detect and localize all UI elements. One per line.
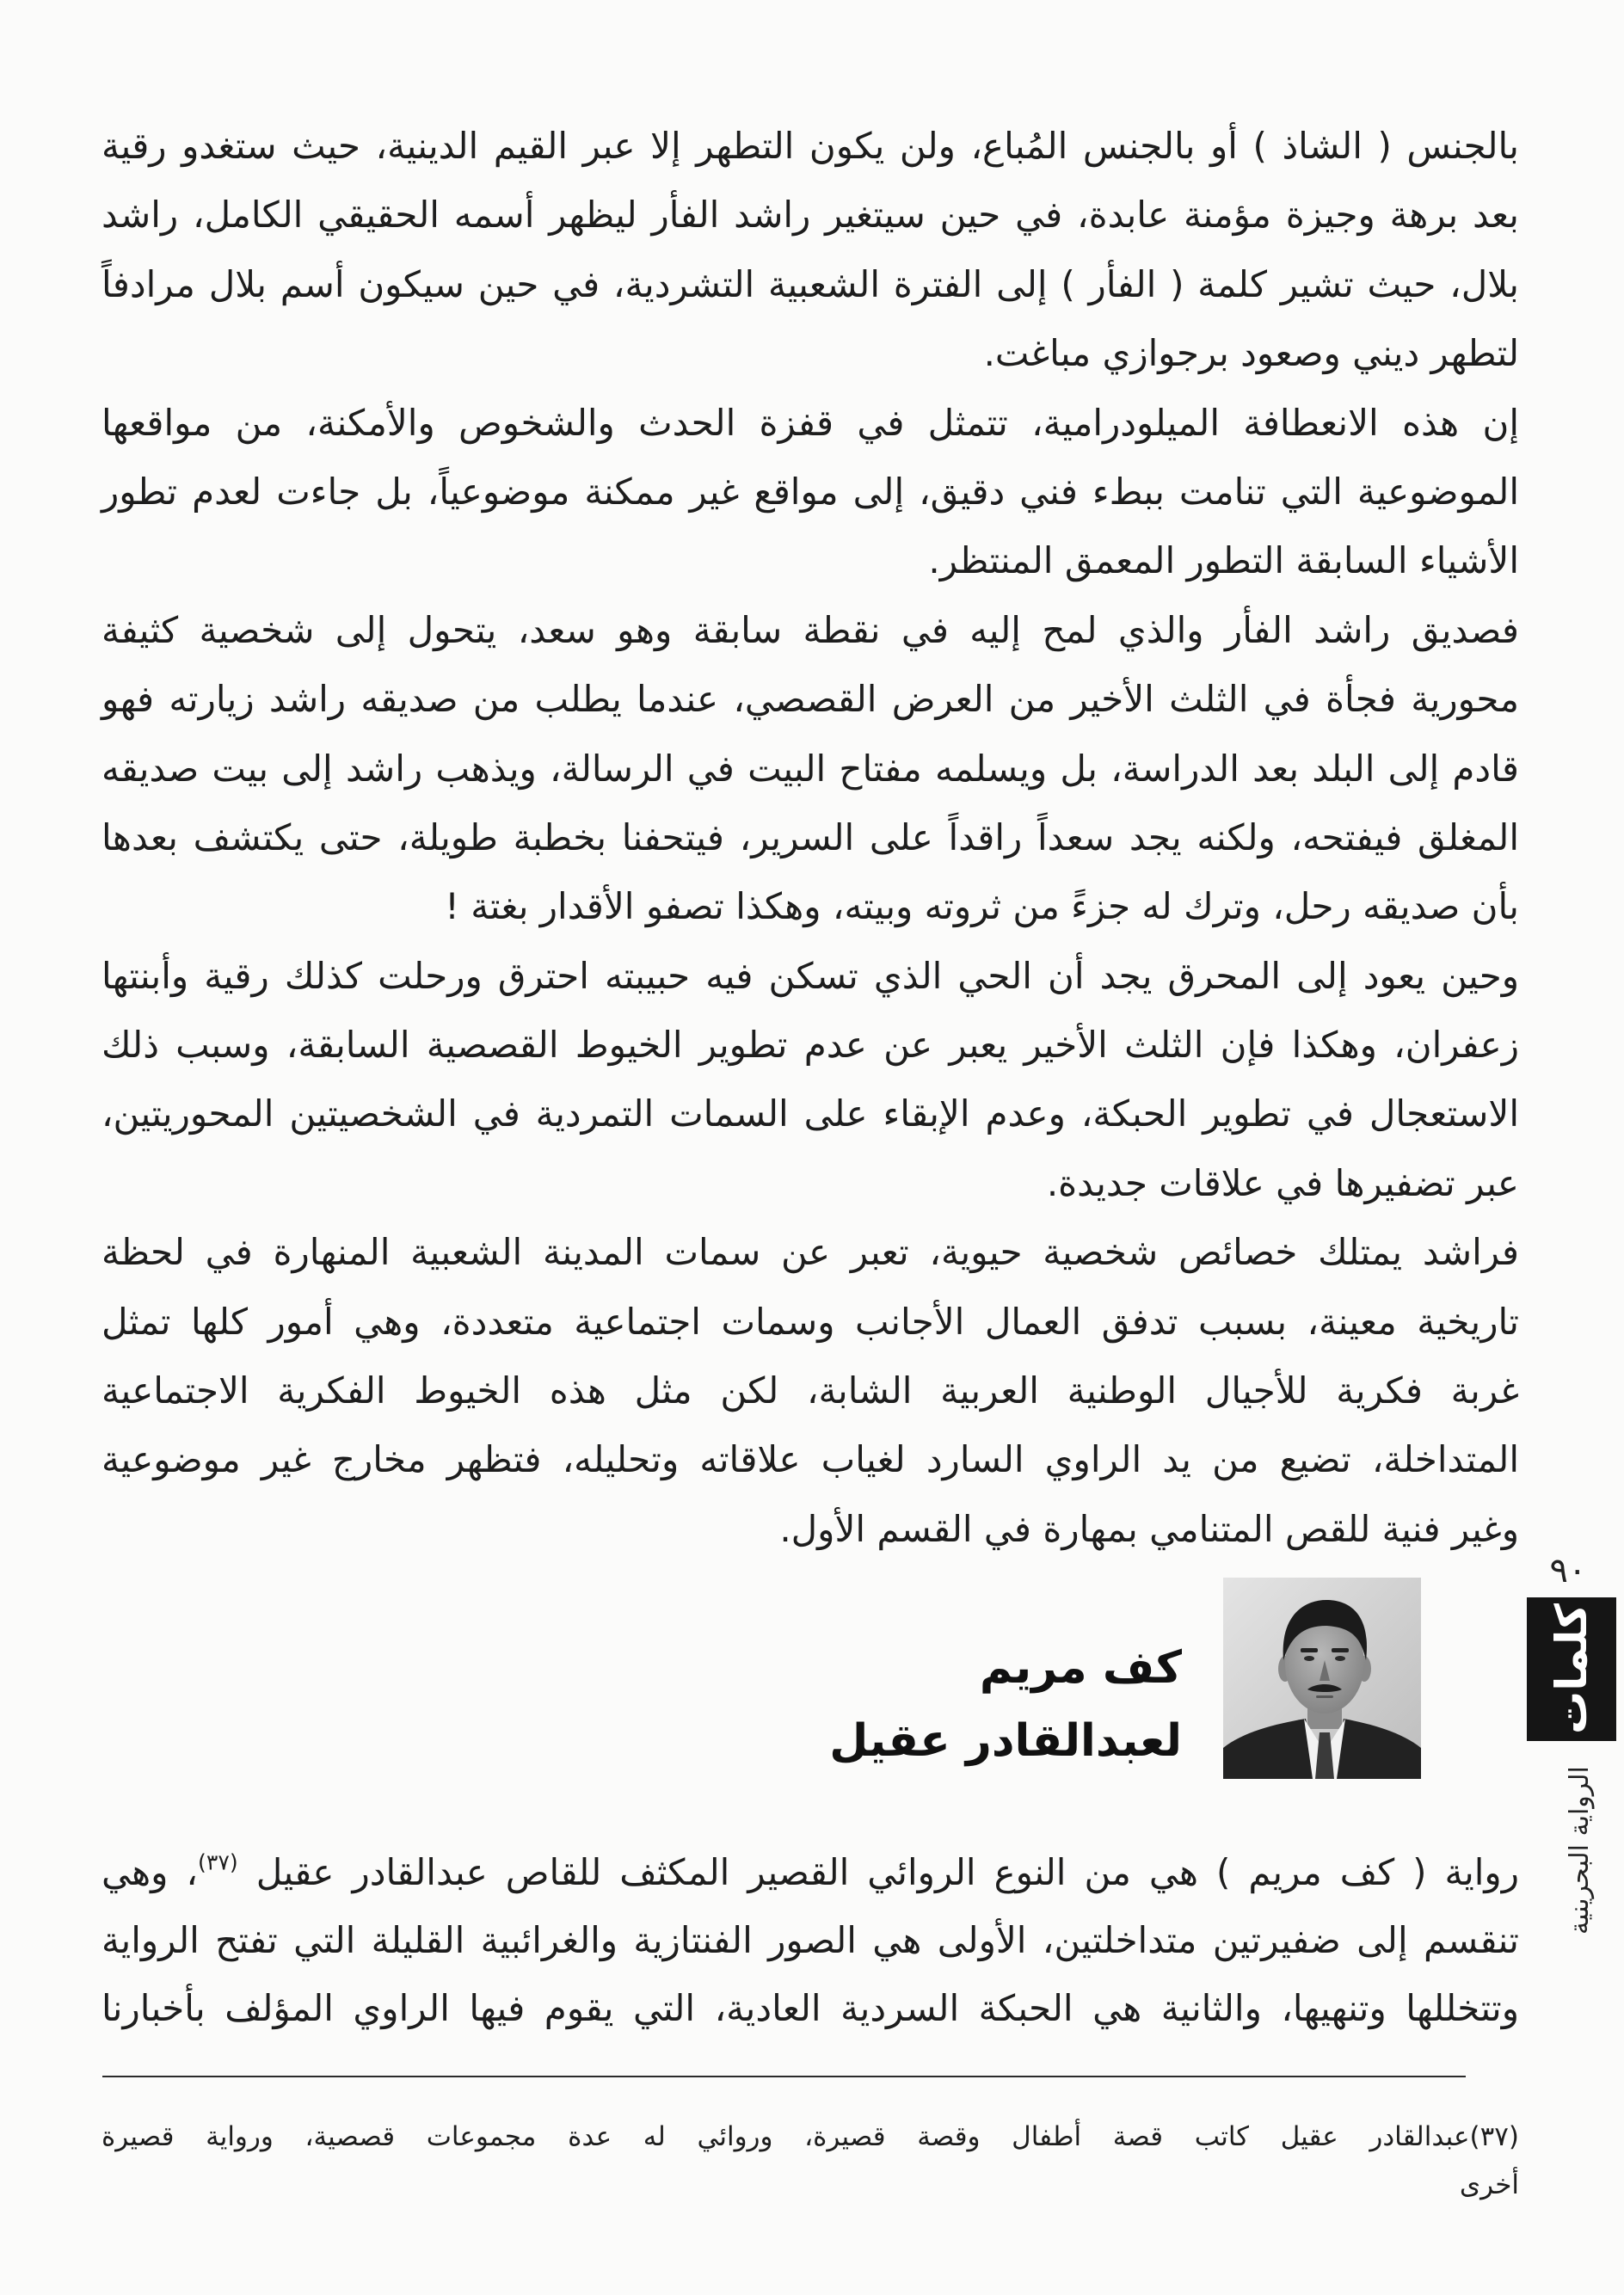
text-line: الموضوعية التي تنامت ببطء فني دقيق، إلى مواقع غير ممكنة موضوعياً، بل جاءت لعدم تطور xyxy=(102,470,1519,513)
footnote-line: أخرى xyxy=(1459,2169,1519,2200)
section-title: كف مريم xyxy=(979,1642,1182,1694)
running-title: الرواية البحرينية xyxy=(1565,1766,1595,1935)
text-line: محورية فجأة في الثلث الأخير من العرض القصصي، عندما يطلب من صديقه راشد زيارته فهو xyxy=(102,678,1519,721)
text-line: تنقسم إلى ضفيرتين متداخلتين، الأولى هي الصور الفنتازية والغرائبية القليلة التي تفتح الرواية xyxy=(102,1919,1519,1961)
text-line: إن هذه الانعطافة الميلودرامية، تتمثل في قفزة الحدث والشخوص والأمكنة، من مواقعها xyxy=(102,401,1519,444)
text-line-end: ، وهي xyxy=(102,1851,198,1893)
text-line: قادم إلى البلد بعد الدراسة، بل ويسلمه مفتاح البيت في الرسالة، ويذهب راشد إلى بيت صديقه xyxy=(102,747,1519,790)
text-line: زعفران، وهكذا فإن الثلث الأخير يعبر عن عدم تطوير الخيوط القصصية السابقة، وسبب ذلك xyxy=(102,1024,1519,1067)
author-photo xyxy=(1223,1578,1421,1779)
logo-text: كلمات xyxy=(1547,1603,1596,1735)
text-line: بأن صديقه رحل، وترك له جزءً من ثروته وبيته، وهكذا تصفو الأقدار بغتة ! xyxy=(445,885,1519,928)
text-line: الاستعجال في تطوير الحبكة، وعدم الإبقاء على السمات التمردية في الشخصيتين المحوريتين، xyxy=(102,1092,1519,1135)
body-text xyxy=(102,112,1519,1564)
text-line: الأشياء السابقة التطور المعمق المنتظر. xyxy=(928,539,1519,582)
footnote-reference: (٣٧) xyxy=(197,1849,238,1875)
section-text xyxy=(102,1838,1519,2042)
footnote-separator xyxy=(102,2076,1466,2077)
text-line: وتتخللها وتنهيها، والثانية هي الحبكة السردية العادية، التي يقوم فيها الراوي المؤلف بأخبارنا xyxy=(102,1987,1519,2029)
text-line: بلال، حيث تشير كلمة ( الفأر ) إلى الفترة الشعبية التشردية، في حين سيكون أسم بلال مرادفاً xyxy=(102,262,1519,305)
paragraph xyxy=(102,942,1519,1219)
paragraph xyxy=(102,596,1519,942)
text-line: غربة فكرية للأجيال الوطنية العربية الشابة، لكن مثل هذه الخيوط الفكرية الاجتماعية xyxy=(102,1369,1519,1412)
text-line: بعد برهة وجيزة مؤمنة عابدة، في حين سيتغير راشد الفأر ليظهر أسمه الحقيقي الكامل، راشد xyxy=(102,194,1519,237)
text-line-start: رواية ( كف مريم ) هي من النوع الروائي القصير المكثف للقاص عبدالقادر عقيل xyxy=(255,1851,1519,1893)
text-line: المغلق فيفتحه، ولكنه يجد سعداً راقداً على السرير، فيتحفنا بخطبة طويلة، حتى يكتشف بعدها xyxy=(102,815,1519,858)
footnote xyxy=(102,2113,1519,2209)
section-author: لعبدالقادر عقيل xyxy=(829,1715,1182,1767)
footnote-line: (٣٧)عبدالقادر عقيل كاتب قصة أطفال وقصة قصيرة، وروائي له عدة مجموعات قصصية، ورواية قصيرة xyxy=(102,2121,1519,2152)
text-line: فصديق راشد الفأر والذي لمح إليه في نقطة سابقة وهو سعد، يتحول إلى شخصية كثيفة xyxy=(102,608,1519,651)
text-line xyxy=(102,1838,1519,1906)
text-line: تاريخية معينة، بسبب تدفق العمال الأجانب وسمات اجتماعية متعددة، وهي أمور كلها تمثل xyxy=(102,1300,1519,1343)
text-line: بالجنس ( الشاذ ) أو بالجنس المُباع، ولن يكون التطهر إلا عبر القيم الدينية، حيث ستغدو رقية xyxy=(102,125,1519,167)
text-line: لتطهر ديني وصعود برجوازي مباغت. xyxy=(983,332,1519,375)
paragraph xyxy=(102,1218,1519,1564)
text-line: عبر تضفيرها في علاقات جديدة. xyxy=(1046,1161,1519,1204)
paragraph xyxy=(102,112,1519,389)
paragraph xyxy=(102,389,1519,596)
text-line: المتداخلة، تضيع من يد الراوي السارد لغياب علاقاته وتحليله، فتظهر مخارج غير موضوعية xyxy=(102,1438,1519,1481)
publication-logo xyxy=(1527,1597,1616,1741)
text-line: وغير فنية للقص المتنامي بمهارة في القسم الأول. xyxy=(779,1507,1519,1550)
page-number: ٩٠ xyxy=(1549,1551,1587,1591)
text-line: فراشد يمتلك خصائص شخصية حيوية، تعبر عن سمات المدينة الشعبية المنهارة في لحظة xyxy=(102,1231,1519,1274)
text-line: وحين يعود إلى المحرق يجد أن الحي الذي تسكن فيه حبيبته احترق ورحلت كذلك رقية وأبنتها xyxy=(102,954,1519,997)
